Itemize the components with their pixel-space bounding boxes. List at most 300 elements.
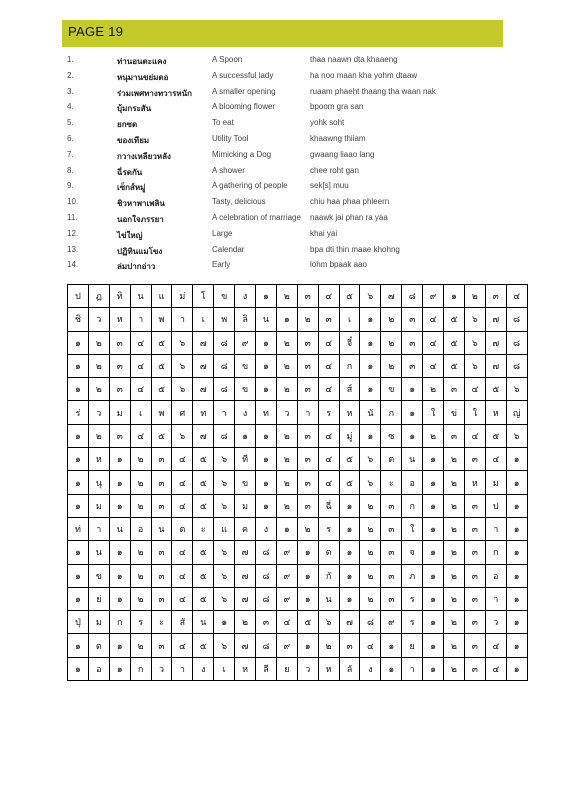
grid-cell: ๓ (444, 424, 465, 447)
grid-cell: ๓ (464, 611, 485, 634)
grid-cell: ส์ (339, 378, 360, 401)
grid-cell: ๑ (423, 517, 444, 540)
vocab-thai-word: ฉี่รดกัน (117, 167, 143, 177)
grid-cell: ๘ (214, 424, 235, 447)
grid-cell: ๒ (444, 587, 465, 610)
grid-cell: ๒ (88, 424, 109, 447)
grid-cell: ๑ (423, 634, 444, 657)
vocabulary-row (0, 260, 564, 274)
grid-cell: จ (402, 541, 423, 564)
grid-cell: ๑ (506, 564, 527, 587)
grid-cell: ๓ (297, 494, 318, 517)
grid-cell: ๑ (256, 424, 277, 447)
grid-cell: ๖ (214, 587, 235, 610)
grid-cell: ๑ (68, 657, 89, 680)
grid-cell: ๖ (172, 424, 193, 447)
vocab-number: 11. (67, 213, 78, 222)
grid-cell: ๒ (130, 448, 151, 471)
grid-cell: ๒ (130, 587, 151, 610)
grid-row (68, 587, 528, 610)
grid-cell: ๕ (444, 308, 465, 331)
grid-cell: ห (339, 401, 360, 424)
vocab-english-meaning: A shower (212, 165, 245, 175)
grid-cell: น (109, 517, 130, 540)
vocab-english-meaning: Tasty, delicious (212, 197, 266, 207)
grid-cell: ๓ (109, 378, 130, 401)
grid-cell: ๔ (423, 308, 444, 331)
grid-row (68, 494, 528, 517)
vocab-number: 1. (67, 55, 74, 64)
grid-cell: ๑ (339, 541, 360, 564)
grid-cell: ๓ (151, 564, 172, 587)
vocab-thai-word: ปฏิทินแมโขง (117, 246, 163, 256)
grid-cell: ๒ (360, 517, 381, 540)
grid-cell: ม (109, 401, 130, 424)
grid-cell: ๙ (276, 587, 297, 610)
grid-cell: อ (485, 564, 506, 587)
grid-cell: ๙ (423, 285, 444, 308)
grid-cell: ย (276, 657, 297, 680)
grid-cell: ๖ (214, 634, 235, 657)
grid-cell: ๑ (256, 471, 277, 494)
grid-cell: ๓ (381, 541, 402, 564)
grid-cell: ๗ (193, 331, 214, 354)
grid-cell: ๑ (297, 564, 318, 587)
grid-cell: ๓ (109, 331, 130, 354)
vocabulary-row (0, 87, 564, 101)
grid-cell: ฉี่ (318, 494, 339, 517)
grid-cell: ต (381, 448, 402, 471)
grid-cell: ๔ (318, 448, 339, 471)
grid-cell: ๓ (381, 517, 402, 540)
grid-cell: ง (235, 401, 256, 424)
grid-cell: ๔ (172, 564, 193, 587)
grid-cell: ร (402, 587, 423, 610)
vocab-thai-word: ท่านอนตะแคง (117, 57, 167, 66)
grid-cell: ว (297, 657, 318, 680)
grid-cell: ม่ (172, 285, 193, 308)
grid-cell: ก (109, 611, 130, 634)
grid-cell: ๑ (297, 634, 318, 657)
grid-cell: ๔ (172, 448, 193, 471)
grid-cell: ๑ (402, 378, 423, 401)
vocab-number: 8. (67, 165, 74, 175)
grid-cell: ๗ (193, 354, 214, 377)
grid-cell: ๕ (444, 354, 465, 377)
vocab-english-meaning: Calendar (212, 244, 245, 254)
grid-cell: ย (402, 634, 423, 657)
vocab-english-meaning: Mimicking a Dog (212, 149, 272, 159)
grid-cell: ๒ (276, 471, 297, 494)
grid-cell: ๑ (68, 634, 89, 657)
vocabulary-row (0, 134, 564, 148)
grid-cell: ๓ (381, 494, 402, 517)
grid-cell: ๘ (402, 285, 423, 308)
grid-cell: า (214, 401, 235, 424)
grid-cell: ๗ (485, 331, 506, 354)
grid-cell: ใ (423, 401, 444, 424)
grid-cell: ว (88, 401, 109, 424)
grid-cell: ๓ (151, 471, 172, 494)
vocabulary-row (0, 213, 564, 227)
grid-cell: ๓ (297, 285, 318, 308)
grid-cell: ๓ (339, 634, 360, 657)
grid-cell: ๓ (464, 517, 485, 540)
grid-row (68, 285, 528, 308)
vocab-transliteration: yohk soht (310, 118, 345, 128)
grid-cell: ๑ (109, 634, 130, 657)
grid-cell: ๕ (297, 611, 318, 634)
grid-cell: ๑ (109, 657, 130, 680)
grid-cell: ๒ (381, 331, 402, 354)
grid-cell: ๑ (256, 354, 277, 377)
grid-cell: ะ (381, 471, 402, 494)
grid-cell: ๑ (256, 448, 277, 471)
grid-cell: ๙ (381, 611, 402, 634)
grid-cell: ๒ (444, 634, 465, 657)
grid-cell: ๑ (339, 564, 360, 587)
grid-cell: ๓ (109, 354, 130, 377)
grid-cell: จี๋ (339, 331, 360, 354)
grid-cell: ๓ (297, 471, 318, 494)
grid-cell: ๔ (276, 611, 297, 634)
grid-cell: เ (339, 308, 360, 331)
grid-cell: ๑ (68, 587, 89, 610)
vocabulary-row (0, 181, 564, 195)
grid-cell: ๒ (381, 354, 402, 377)
grid-cell: ภ (402, 564, 423, 587)
grid-cell: ๑ (214, 611, 235, 634)
grid-cell: ๑ (423, 611, 444, 634)
grid-cell: ศ (172, 401, 193, 424)
grid-cell: ๔ (318, 471, 339, 494)
grid-cell: า (172, 657, 193, 680)
grid-cell: ๓ (297, 424, 318, 447)
grid-cell: พ (151, 308, 172, 331)
grid-cell: า (130, 308, 151, 331)
grid-cell: ๑ (109, 541, 130, 564)
grid-cell: ๑ (68, 564, 89, 587)
grid-row (68, 308, 528, 331)
grid-cell: แ (151, 285, 172, 308)
grid-cell: น (193, 611, 214, 634)
grid-cell: ๑ (506, 657, 527, 680)
grid-cell: ๔ (130, 331, 151, 354)
grid-cell: ๕ (339, 285, 360, 308)
grid-cell: ๓ (297, 448, 318, 471)
grid-cell: ๒ (276, 494, 297, 517)
grid-cell: ร (318, 401, 339, 424)
grid-cell: ๑ (423, 541, 444, 564)
vocabulary-row (0, 71, 564, 85)
grid-cell: ๗ (381, 285, 402, 308)
grid-cell: ๒ (444, 564, 465, 587)
vocab-thai-word: ของเทียม (117, 136, 150, 145)
grid-cell: ๒ (276, 285, 297, 308)
grid-cell: ๑ (381, 657, 402, 680)
grid-cell: เ (193, 308, 214, 331)
grid-cell: ๖ (318, 611, 339, 634)
grid-cell: ๑ (256, 285, 277, 308)
vocab-english-meaning: To eat (212, 118, 234, 128)
grid-cell: ๗ (193, 424, 214, 447)
vocabulary-row (0, 166, 564, 180)
grid-cell: ๓ (151, 634, 172, 657)
grid-cell: ว (151, 657, 172, 680)
vocab-english-meaning: Large (212, 228, 233, 238)
vocab-transliteration: bpa dti thin maae khohng (310, 244, 400, 254)
grid-cell: ง (193, 657, 214, 680)
vocab-number: 2. (67, 70, 74, 80)
grid-cell: ๒ (276, 378, 297, 401)
vocab-transliteration: ruaam phaeht thaang tha waan nak (310, 86, 436, 96)
grid-cell: ๑ (109, 448, 130, 471)
grid-cell: ๕ (485, 424, 506, 447)
grid-row (68, 331, 528, 354)
grid-cell: น (88, 541, 109, 564)
grid-cell: ก (130, 657, 151, 680)
grid-cell: ๙ (276, 564, 297, 587)
grid-cell: ๑ (297, 541, 318, 564)
grid-cell: ข (235, 378, 256, 401)
vocabulary-row (0, 118, 564, 132)
grid-cell: ๑ (68, 494, 89, 517)
grid-cell: ๑ (360, 331, 381, 354)
grid-cell: ลี (256, 657, 277, 680)
grid-cell: ๓ (464, 657, 485, 680)
grid-cell: ม (88, 611, 109, 634)
grid-cell: ๔ (485, 448, 506, 471)
grid-cell: ง (360, 657, 381, 680)
grid-cell: ฏ (88, 285, 109, 308)
grid-cell: ๒ (381, 308, 402, 331)
grid-cell: ๒ (297, 517, 318, 540)
grid-cell: ข (381, 378, 402, 401)
vocab-number: 3. (67, 86, 74, 96)
grid-cell: ชิ (68, 308, 89, 331)
grid-row (68, 354, 528, 377)
grid-cell: ๑ (423, 657, 444, 680)
vocabulary-row (0, 55, 564, 69)
grid-cell: ๑ (68, 424, 89, 447)
grid-cell: น (318, 587, 339, 610)
vocab-thai-word: ยกซด (117, 120, 138, 130)
vocabulary-row (0, 102, 564, 116)
grid-cell: ๔ (130, 354, 151, 377)
vocab-number: 13. (67, 244, 79, 254)
grid-cell: ๖ (464, 354, 485, 377)
grid-cell: ๔ (423, 331, 444, 354)
grid-cell: ซ (381, 424, 402, 447)
grid-cell: แ (214, 517, 235, 540)
grid-cell: ว (276, 401, 297, 424)
grid-cell: ๘ (256, 564, 277, 587)
grid-cell: ๑ (109, 564, 130, 587)
vocab-thai-word: นอกใจภรรยา (117, 215, 164, 224)
grid-cell: น (402, 448, 423, 471)
grid-cell: ๕ (193, 564, 214, 587)
grid-cell: ใ (464, 401, 485, 424)
grid-cell: ๒ (276, 331, 297, 354)
grid-cell: ๑ (276, 308, 297, 331)
vocab-thai-word: ร่วมเพศทางทวารหนัก (117, 88, 192, 98)
vocab-thai-word: กวางเหลียวหลัง (117, 151, 171, 161)
grid-cell: นั (360, 401, 381, 424)
grid-cell: ๑ (68, 354, 89, 377)
grid-cell: ๑ (360, 354, 381, 377)
grid-cell: ว (485, 611, 506, 634)
grid-cell: ๓ (402, 331, 423, 354)
grid-cell: ๓ (464, 494, 485, 517)
grid-cell: ๙ (276, 541, 297, 564)
vocab-transliteration: khai yai (310, 228, 338, 238)
grid-row (68, 378, 528, 401)
vocab-number: 12. (67, 228, 79, 238)
grid-row (68, 401, 528, 424)
grid-cell: อ (402, 471, 423, 494)
grid-cell: ๖ (506, 424, 527, 447)
grid-cell: ๒ (130, 541, 151, 564)
grid-cell: ๕ (339, 448, 360, 471)
grid-cell: ๖ (214, 494, 235, 517)
grid-cell: ๔ (172, 587, 193, 610)
grid-cell: ๖ (360, 448, 381, 471)
grid-cell: อ (130, 517, 151, 540)
grid-cell: ๑ (68, 471, 89, 494)
grid-cell: ๑ (506, 634, 527, 657)
grid-cell: ลั (339, 657, 360, 680)
grid-cell: ๔ (464, 424, 485, 447)
grid-cell: า (88, 517, 109, 540)
grid-cell: ๕ (151, 354, 172, 377)
grid-cell: ๘ (506, 308, 527, 331)
grid-cell: ๓ (485, 285, 506, 308)
grid-cell: ๖ (464, 331, 485, 354)
grid-cell: ๕ (193, 471, 214, 494)
grid-cell: ๖ (214, 471, 235, 494)
vocab-thai-word: หนุมานขย่มตอ (117, 72, 169, 82)
grid-cell: ๗ (235, 634, 256, 657)
vocab-english-meaning: A Spoon (212, 55, 243, 64)
grid-cell: ก (339, 354, 360, 377)
grid-cell: ท (193, 401, 214, 424)
grid-cell: ๘ (256, 587, 277, 610)
grid-cell: ร (318, 517, 339, 540)
grid-cell: ๔ (318, 285, 339, 308)
grid-cell: ๓ (256, 611, 277, 634)
grid-cell: ๗ (235, 564, 256, 587)
grid-cell: ๑ (506, 471, 527, 494)
grid-cell: ๔ (464, 378, 485, 401)
grid-cell: ร (402, 611, 423, 634)
grid-cell: ๖ (360, 471, 381, 494)
grid-cell: า (297, 401, 318, 424)
vocab-english-meaning: A smaller opening (212, 86, 276, 96)
grid-cell: ปุ่ (68, 611, 89, 634)
grid-cell: ๔ (172, 471, 193, 494)
grid-cell: ๑ (506, 494, 527, 517)
vocabulary-list (0, 0, 564, 300)
grid-cell: ๒ (276, 424, 297, 447)
vocab-transliteration: thaa naawn dta khaaeng (310, 55, 398, 64)
grid-cell: ๒ (88, 331, 109, 354)
grid-cell: ป (68, 285, 89, 308)
grid-cell: ๑ (109, 587, 130, 610)
grid-cell: ๖ (360, 285, 381, 308)
grid-cell: ข (214, 285, 235, 308)
grid-cell: ๕ (151, 424, 172, 447)
grid-cell: ข (88, 564, 109, 587)
grid-cell: ๔ (130, 424, 151, 447)
grid-cell: ๑ (506, 448, 527, 471)
grid-cell: ๑ (109, 494, 130, 517)
grid-cell: ๖ (214, 564, 235, 587)
grid-cell: ๔ (423, 354, 444, 377)
grid-cell: โ (193, 285, 214, 308)
grid-cell: ๓ (464, 587, 485, 610)
grid-cell: ม (235, 494, 256, 517)
vocab-english-meaning: A successful lady (212, 70, 274, 80)
grid-cell: ๙ (276, 634, 297, 657)
grid-cell: ง (256, 517, 277, 540)
grid-cell: ๑ (68, 331, 89, 354)
vocab-number: 9. (67, 181, 74, 191)
grid-cell: ๒ (423, 424, 444, 447)
grid-cell: ต (172, 517, 193, 540)
grid-cell: ๕ (151, 331, 172, 354)
grid-cell: ๔ (172, 494, 193, 517)
grid-cell: ท่ (68, 517, 89, 540)
grid-cell: ๖ (464, 308, 485, 331)
vocab-english-meaning: Utility Tool (212, 134, 249, 143)
grid-cell: ๑ (423, 564, 444, 587)
vocab-number: 6. (67, 134, 74, 143)
grid-cell: ะ (151, 611, 172, 634)
grid-cell: ๒ (444, 517, 465, 540)
vocab-english-meaning: Early (212, 260, 231, 270)
grid-cell: ๕ (193, 448, 214, 471)
grid-cell: ๕ (151, 378, 172, 401)
vocab-number: 4. (67, 102, 74, 112)
grid-cell: ๒ (444, 448, 465, 471)
grid-cell: ๘ (256, 634, 277, 657)
grid-cell: ๒ (130, 564, 151, 587)
grid-row (68, 448, 528, 471)
grid-cell: ๓ (464, 448, 485, 471)
grid-cell: ๓ (318, 308, 339, 331)
grid-cell: ๘ (360, 611, 381, 634)
grid-cell: ๔ (360, 634, 381, 657)
grid-cell: ๓ (297, 378, 318, 401)
grid-cell: ลิ (235, 308, 256, 331)
grid-cell: ๓ (151, 494, 172, 517)
grid-cell: ๑ (68, 448, 89, 471)
grid-cell: ๑ (276, 517, 297, 540)
grid-cell: อ (88, 657, 109, 680)
grid-cell: ๕ (193, 634, 214, 657)
vocab-transliteration: naawk jai phan ra yaa (310, 213, 388, 222)
grid-cell: ห (235, 657, 256, 680)
grid-cell: ๗ (235, 541, 256, 564)
grid-cell: ๖ (506, 378, 527, 401)
grid-cell: ๑ (256, 494, 277, 517)
vocabulary-row (0, 245, 564, 259)
grid-cell: ๖ (214, 448, 235, 471)
grid-row (68, 541, 528, 564)
grid-cell: ๖ (172, 354, 193, 377)
grid-cell: ๕ (193, 541, 214, 564)
vocab-number: 7. (67, 149, 74, 159)
